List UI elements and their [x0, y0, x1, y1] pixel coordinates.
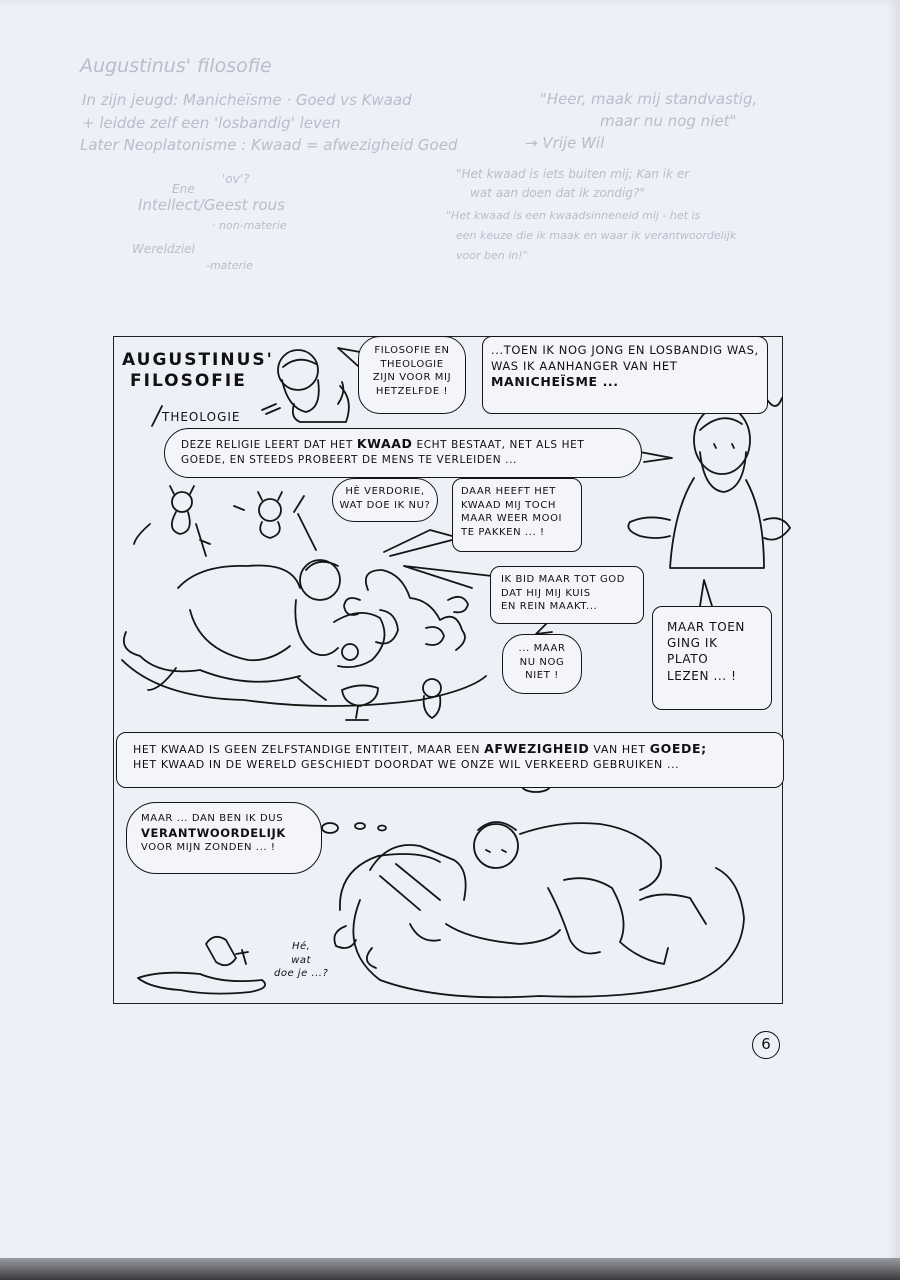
bubble-line: WAT DOE IK NU?	[339, 499, 431, 511]
note-line: 'ov'?	[222, 172, 250, 186]
bubble-line: FILOSOFIE EN	[374, 345, 450, 356]
note-quote: wat aan doen dat ik zondig?"	[470, 186, 645, 200]
speech-line: doe je ...?	[274, 968, 329, 979]
bubble-line-emphasis: VERANTWOORDELIJK	[141, 825, 286, 840]
bubble-text: VAN HET	[593, 743, 646, 756]
bubble-line: MAAR ... DAN BEN IK DUS	[141, 813, 284, 824]
speech-bubble-philosophy	[358, 336, 466, 414]
note-quote: voor ben in!"	[456, 249, 528, 262]
speech-bubble-verdorie	[332, 478, 438, 522]
bubble-line: WAS IK AANHANGER VAN HET	[491, 358, 678, 373]
bubble-line: HETZELFDE !	[375, 385, 449, 397]
speech-bubble-religion	[164, 428, 642, 478]
bubble-line: PLATO	[667, 652, 709, 667]
bubble-line-emphasis: MANICHEÏSME ...	[491, 374, 619, 390]
bubble-line: VOOR MIJN ZONDEN ... !	[141, 842, 276, 854]
note-quote: een keuze die ik maak en waar ik verantwoordelijk	[456, 229, 737, 242]
title-slash	[152, 406, 162, 426]
note-line: Later Neoplatonisme : Kwaad = afwezigheid Goed	[80, 136, 458, 154]
bubble-line: MAAR WEER MOOI	[461, 513, 563, 524]
bubble-text: HET KWAAD IS GEEN ZELFSTANDIGE ENTITEIT, MAAR EEN	[133, 743, 481, 756]
bubble-line: EN REIN MAAKT...	[501, 601, 598, 612]
bubble-text-emphasis: AFWEZIGHEID	[484, 741, 590, 756]
note-quote: "Het kwaad is iets buiten mij; Kan ik er	[456, 167, 690, 181]
woman-hair-swirls	[344, 570, 468, 650]
note-line: · non-materie	[212, 219, 287, 232]
note-line: Ene	[172, 182, 195, 196]
speech-bubble-not-yet	[502, 634, 582, 694]
bubble-line: DAT HIJ MIJ KUIS	[501, 587, 591, 599]
speech-text-what-are-you-doing	[274, 940, 328, 981]
speech-line: wat	[291, 954, 311, 966]
comic-title-line: AUGUSTINUS'	[122, 350, 274, 370]
thought-bubble-responsible	[126, 802, 322, 874]
bubble-text-emphasis: KWAAD	[356, 436, 413, 451]
note-line: -materie	[206, 259, 253, 272]
speech-bubble-plato	[652, 606, 772, 710]
note-line: → Vrije Wil	[525, 134, 605, 152]
bubble-line: MAAR TOEN	[667, 620, 745, 634]
note-line: In zijn jeugd: Manicheïsme · Goed vs Kwaad	[82, 91, 412, 109]
augustine-figure	[628, 390, 790, 568]
speech-bubble-youth	[482, 336, 768, 414]
comic-subtitle: THEOLOGIE	[162, 410, 241, 424]
bubble-line: DAAR HEEFT HET	[461, 486, 556, 497]
bubble-text-emphasis: GOEDE;	[649, 741, 707, 756]
speech-line: Hé,	[291, 941, 311, 952]
couple-on-bed	[122, 560, 486, 720]
note-quote: "Heer, maak mij standvastig,	[540, 90, 758, 108]
speech-bubble-caught	[452, 478, 582, 552]
bubble-line: LEZEN ... !	[667, 668, 737, 683]
speech-bubble-prayer	[490, 566, 644, 624]
bubble-text: DEZE RELIGIE LEERT DAT HET	[181, 439, 353, 451]
bubble-line: HET KWAAD IN DE WERELD GESCHIEDT DOORDAT WE ONZE WIL VERKEERD GEBRUIKEN ...	[133, 757, 680, 771]
bubble-line: NIET !	[525, 670, 559, 681]
note-quote: maar nu nog niet"	[600, 112, 737, 130]
bubble-line: GOEDE, EN STEEDS PROBEERT DE MENS TE VERLEIDEN ...	[181, 453, 517, 466]
spilled-cup	[138, 937, 265, 994]
note-line: Wereldziel	[132, 242, 195, 256]
bubble-line: GING IK	[667, 636, 718, 651]
bubble-line: ... MAAR	[518, 643, 566, 654]
augustine-writing-figure	[262, 350, 349, 422]
notes-title: Augustinus' filosofie	[80, 55, 272, 77]
comic-title-line: FILOSOFIE	[130, 371, 247, 392]
couple-reading-scene	[334, 822, 744, 997]
bubble-line: KWAAD MIJ TOCH	[461, 499, 556, 511]
bubble-line: ZIJN VOOR MIJ	[372, 372, 452, 383]
note-line: + leidde zelf een 'losbandig' leven	[82, 114, 341, 132]
bubble-line: TE PAKKEN ... !	[461, 526, 545, 538]
speech-bubble-absence-of-good	[116, 732, 784, 788]
bubble-line: THEOLOGIE	[380, 358, 444, 370]
note-line: Intellect/Geest rous	[138, 196, 285, 214]
bubble-line: NU NOG	[519, 656, 565, 668]
bubble-text: ECHT BESTAAT, NET ALS HET	[416, 439, 585, 451]
page-number: 6	[752, 1031, 780, 1059]
bubble-line: IK BID MAAR TOT GOD	[501, 574, 626, 585]
note-quote: "Het kwaad is een kwaadsinneneid mij - het is	[446, 209, 701, 222]
bubble-line: HÈ VERDORIE,	[345, 486, 425, 497]
comic-title	[122, 350, 274, 393]
bubble-line: ...TOEN IK NOG JONG EN LOSBANDIG WAS,	[491, 343, 759, 357]
